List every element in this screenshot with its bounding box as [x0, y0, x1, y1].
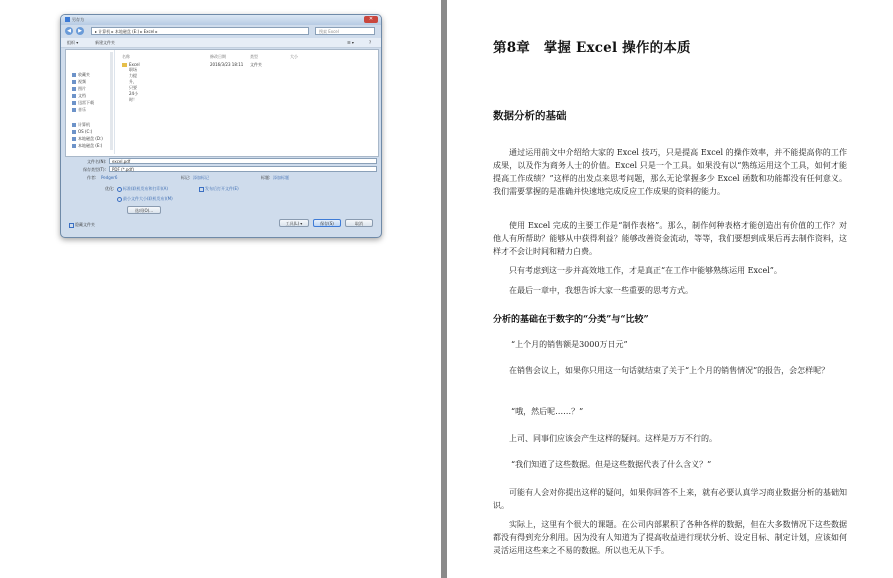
paragraph-7: 可能有人会对你提出这样的疑问，如果你回答不上来，就有必要认真学习商业数据分析的基础知识。: [493, 488, 847, 510]
quote-2: “哦，然后呢……？”: [511, 407, 584, 416]
drive-icon: [72, 137, 76, 141]
picture-icon: [72, 87, 76, 91]
nav-drive-e: 本地磁盘 (E:): [72, 143, 102, 149]
tools-button: 工具(L) ▾: [279, 219, 309, 227]
paragraph-2: 使用 Excel 完成的主要工作是“制作表格”。那么，制作何种表格才能创造出有价值的工作？对他人有所帮助？能够从中获得利益？能够改善资金流动，等等，我们要想到成果后再去制作资料，这样才不会让时间和精力白费。: [493, 221, 847, 256]
quote-1: “上个月的销售额是3000万日元”: [511, 340, 628, 349]
column-type: 类型: [250, 54, 258, 59]
file-browser: [65, 49, 379, 157]
cancel-button: 取消: [345, 219, 373, 227]
optimize-min-option: 最小文件大小(联机发布)(M): [117, 196, 173, 202]
paragraph-4: 在最后一章中，我想告诉大家一些重要的思考方式。: [509, 286, 693, 295]
forward-icon: ▶: [76, 27, 84, 35]
author-label: 作者:: [87, 175, 97, 180]
filename-field: excel.pdf: [109, 158, 377, 164]
search-field: 搜索 Excel: [315, 27, 375, 35]
dialog-title: 另存为: [72, 17, 84, 22]
options-button: 选项(O)...: [127, 206, 161, 214]
section-title: 数据分析的基础: [493, 110, 567, 122]
nav-music: 音乐: [72, 107, 86, 113]
nav-videos: 视频: [72, 79, 86, 85]
optimize-standard-option: 标准(联机发布和打印)(A): [117, 186, 168, 192]
file-name: Excel职场力提升，只要24小时！: [122, 62, 129, 67]
hide-folders-toggle: 隐藏文件夹: [69, 222, 95, 228]
navigation-pane: [66, 50, 115, 154]
quote-3: “我们知道了这些数据。但是这些数据代表了什么含义？”: [511, 460, 712, 469]
new-folder-button: 新建文件夹: [95, 40, 115, 45]
file-type: 文件夹: [250, 62, 262, 67]
subheading: 分析的基础在于数字的“分类”与“比较”: [493, 315, 649, 325]
dialog-titlebar: [61, 15, 381, 25]
tags-label: 标记:: [181, 175, 191, 180]
star-icon: [72, 73, 76, 77]
column-name: 名称: [122, 54, 130, 59]
organize-menu: 组织 ▾: [67, 40, 79, 45]
folder-icon: [122, 63, 127, 67]
right-page: [447, 0, 893, 578]
title-label: 标题:: [261, 175, 271, 180]
help-icon: ?: [369, 40, 372, 45]
nav-documents: 文档: [72, 93, 86, 99]
collapse-icon: [69, 223, 74, 228]
address-bar: [65, 27, 377, 36]
drive-icon: [72, 130, 76, 134]
paragraph-5: 在销售会议上，如果你只用这一句话就结束了关于“上个月的销售情况”的报告，会怎样呢？: [509, 366, 830, 375]
nav-favorites: 收藏夹: [72, 72, 90, 78]
radio-icon: [117, 197, 122, 202]
nav-drive-d: 本地磁盘 (D:): [72, 136, 103, 142]
column-date: 修改日期: [210, 54, 226, 59]
computer-icon: [72, 123, 76, 127]
document-icon: [72, 94, 76, 98]
paragraph-6: 上司、同事们应该会产生这样的疑问。这样是万万不行的。: [509, 434, 717, 443]
author-value: Pedger6: [101, 175, 118, 180]
download-icon: [72, 101, 76, 105]
filename-label: 文件名(N):: [87, 159, 107, 164]
address-path: ▸ 计算机 ▸ 本地磁盘 (E:) ▸ Excel ▸: [91, 27, 309, 35]
chapter-title: 第8章 掌握 Excel 操作的本质: [493, 40, 691, 56]
file-date: 2016/3/23 18:11: [210, 62, 244, 67]
optimize-label: 优化:: [105, 186, 115, 191]
nav-downloads: 迅雷下载: [72, 100, 94, 106]
nav-drive-c: OS (C:): [72, 129, 92, 134]
filetype-select: PDF (*.pdf): [109, 166, 377, 172]
save-form: [65, 158, 377, 228]
nav-scrollbar: [110, 52, 113, 150]
drive-icon: [72, 144, 76, 148]
left-page: [0, 0, 441, 578]
paragraph-1: 通过运用前文中介绍给大家的 Excel 技巧，只是提高 Excel 的操作效率，并不能提高你的工作成果，以及作为商务人士的价值。Excel 只是一个工具。如果没有以“熟练运用这个工具，如何才能提高工作成绩？”这样的出发点来思考问题，那么无论掌握多少 Excel 函数和功能都没有任何意义。我们需要掌握的是准确并快速地完成反应工作成果的资料的能力。: [493, 148, 847, 196]
title-value: 添加标题: [273, 175, 289, 180]
save-button: 保存(S): [313, 219, 341, 227]
view-menu-icon: ☰ ▾: [347, 40, 354, 45]
checkbox-icon: [199, 187, 204, 192]
open-after-checkbox: 发布后打开文件(E): [199, 186, 239, 192]
radio-icon: [117, 187, 122, 192]
paragraph-8: 实际上，这里有个很大的课题。在公司内部累积了各种各样的数据，但在大多数情况下这些数据都没有得到充分利用。因为没有人知道为了提高收益进行现状分析、设定目标、制定计划，应该如何灵活运用这些来之不易的数据。所以也无从下手。: [493, 520, 847, 555]
filetype-label: 保存类型(T):: [83, 167, 106, 172]
column-size: 大小: [290, 54, 298, 59]
app-icon: [65, 17, 70, 22]
nav-pictures: 图片: [72, 86, 86, 92]
tags-value: 添加标记: [193, 175, 209, 180]
nav-computer: 计算机: [72, 122, 90, 128]
video-icon: [72, 80, 76, 84]
paragraph-3: 只有考虑到这一步并高效地工作，才是真正“在工作中能够熟练运用 Excel”。: [509, 266, 782, 275]
file-column-headers: [122, 54, 372, 59]
dialog-toolbar: [61, 38, 381, 48]
music-icon: [72, 108, 76, 112]
save-as-dialog-screenshot: [60, 14, 382, 238]
back-icon: ◀: [65, 27, 73, 35]
file-row: [122, 62, 372, 102]
close-icon: ✕: [364, 16, 378, 23]
